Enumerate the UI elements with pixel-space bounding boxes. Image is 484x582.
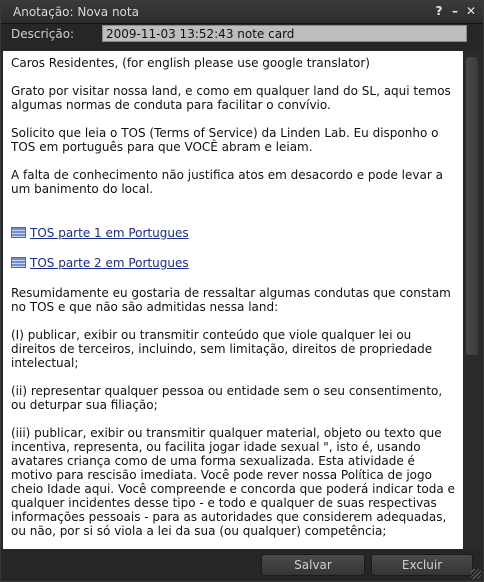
note-paragraph: Caros Residentes, (for english please use google translator): [11, 56, 370, 70]
embedded-notecard-link-1[interactable]: [11, 226, 455, 240]
note-paragraph: Resumidamente eu gostaria de ressaltar algumas condutas que constam no TOS e que não são admitidas nessa land:: [11, 286, 451, 314]
link-text[interactable]: TOS parte 1 em Portugues: [30, 226, 189, 240]
notecard-icon: [11, 227, 26, 238]
notecard-icon: [11, 257, 26, 268]
note-paragraph: (ii) representar qualquer pessoa ou entidade sem o seu consentimento, ou deturpar sua filiação;: [11, 384, 443, 412]
minimize-icon[interactable]: –: [452, 4, 458, 18]
note-paragraph: Solicito que leia o TOS (Terms of Service) da Linden Lab. Eu disponho o TOS em português para que VOCÊ abram e leiam.: [11, 126, 439, 154]
vertical-scrollbar[interactable]: [464, 51, 481, 549]
description-label: Descrição:: [11, 27, 75, 41]
description-field[interactable]: 2009-11-03 13:52:43 note card: [102, 25, 467, 42]
delete-button[interactable]: Excluir: [371, 554, 473, 576]
note-paragraph: (iii) publicar, exibir ou transmitir qualquer material, objeto ou texto que incentiva, representa, ou facilita jogar idade sexual ", isto é, usando avatares criança como de uma forma sexualizada. Esta atividade é motivo para rescisão imediata. Você pode rever nossa Política de jogo cheio Idade aqui. Você compreende e concorda que poderá indicar toda e qualquer incidentes desse tipo - e todo e qualquer de suas respectivas informações pessoais - para as autoridades que considerem adequadas, ou não, por si só viola a lei da sua (ou qualquer) competência;: [11, 426, 455, 538]
link-text[interactable]: TOS parte 2 em Portugues: [30, 256, 189, 270]
embedded-notecard-link-2[interactable]: [11, 256, 455, 270]
note-paragraph: (I) publicar, exibir ou transmitir conteúdo que viole qualquer lei ou direitos de terceiros, incluindo, sem limitação, direitos de propriedade intelectual;: [11, 328, 433, 370]
window-title: Anotação: Nova nota: [13, 5, 139, 19]
resize-grip-icon[interactable]: [471, 569, 481, 579]
note-paragraph: A falta de conhecimento não justifica atos em desacordo e pode levar a um banimento do local.: [11, 168, 443, 196]
description-row: [1, 24, 483, 46]
scrollbar-thumb[interactable]: [466, 57, 478, 355]
close-icon[interactable]: ✕: [465, 4, 477, 18]
help-icon[interactable]: ?: [435, 4, 443, 18]
title-bar[interactable]: [1, 1, 483, 24]
note-text-area[interactable]: [3, 51, 463, 549]
note-paragraph: Grato por visitar nossa land, e como em qualquer land do SL, aqui temos algumas normas de conduta para facilitar o convívio.: [11, 84, 451, 112]
save-button[interactable]: Salvar: [261, 554, 365, 576]
